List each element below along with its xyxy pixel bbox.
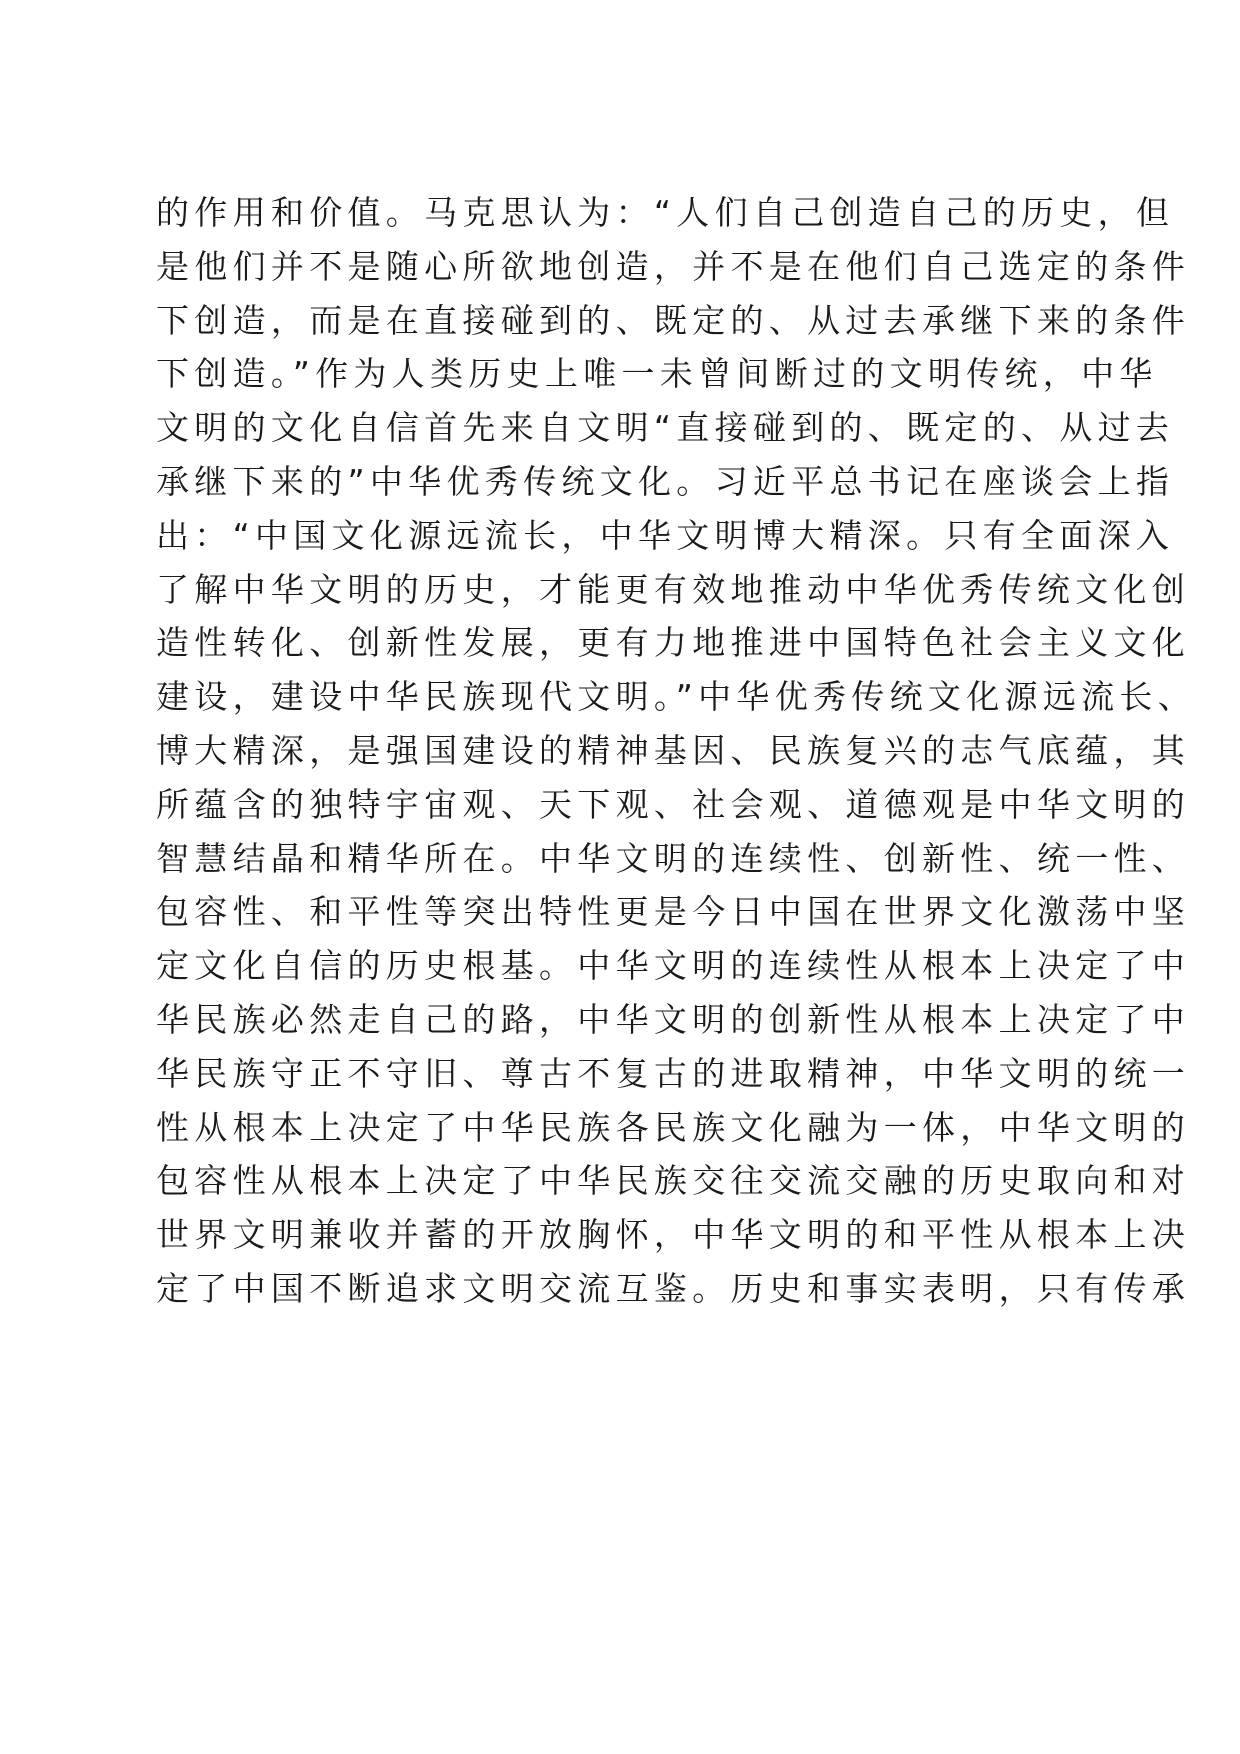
text-line: 包容性从根本上决定了中华民族交往交流交融的历史取向和对 bbox=[156, 1161, 1191, 1201]
text-line: 博大精深，是强国建设的精神基因、民族复兴的志气底蕴，其 bbox=[156, 730, 1191, 770]
text-line: 华民族必然走自己的路，中华文明的创新性从根本上决定了中 bbox=[156, 999, 1191, 1039]
body-paragraph bbox=[156, 186, 1196, 1316]
text-line: 下创造，而是在直接碰到的、既定的、从过去承继下来的条件 bbox=[156, 300, 1191, 340]
text-line: 智慧结晶和精华所在。中华文明的连续性、创新性、统一性、 bbox=[156, 838, 1191, 878]
text-line: 出：“中国文化源远流长，中华文明博大精深。只有全面深入 bbox=[156, 515, 1175, 555]
text-line: 是他们并不是随心所欲地创造，并不是在他们自己选定的条件 bbox=[156, 246, 1191, 286]
text-line: 承继下来的”中华优秀传统文化。习近平总书记在座谈会上指 bbox=[156, 461, 1175, 501]
text-line: 的作用和价值。马克思认为：“人们自己创造自己的历史，但 bbox=[156, 193, 1175, 232]
text-line: 定文化自信的历史根基。中华文明的连续性从根本上决定了中 bbox=[156, 946, 1191, 986]
text-line: 所蕴含的独特宇宙观、天下观、社会观、道德观是中华文明的 bbox=[156, 784, 1191, 824]
text-line: 性从根本上决定了中华民族各民族文化融为一体，中华文明的 bbox=[156, 1107, 1191, 1147]
text-line: 文明的文化自信首先来自文明“直接碰到的、既定的、从过去 bbox=[156, 408, 1175, 448]
text-line: 下创造。”作为人类历史上唯一未曾间断过的文明传统，中华 bbox=[156, 354, 1158, 394]
text-line: 建设，建设中华民族现代文明。”中华优秀传统文化源远流长、 bbox=[156, 677, 1196, 717]
text-line: 华民族守正不守旧、尊古不复古的进取精神，中华文明的统一 bbox=[156, 1053, 1191, 1093]
text-line: 世界文明兼收并蓄的开放胸怀，中华文明的和平性从根本上决 bbox=[156, 1215, 1191, 1255]
text-line: 了解中华文明的历史，才能更有效地推动中华优秀传统文化创 bbox=[156, 569, 1191, 609]
text-line: 造性转化、创新性发展，更有力地推进中国特色社会主义文化 bbox=[156, 623, 1191, 663]
text-line: 定了中国不断追求文明交流互鉴。历史和事实表明，只有传承 bbox=[156, 1268, 1191, 1308]
text-line: 包容性、和平性等突出特性更是今日中国在世界文化激荡中坚 bbox=[156, 892, 1191, 932]
